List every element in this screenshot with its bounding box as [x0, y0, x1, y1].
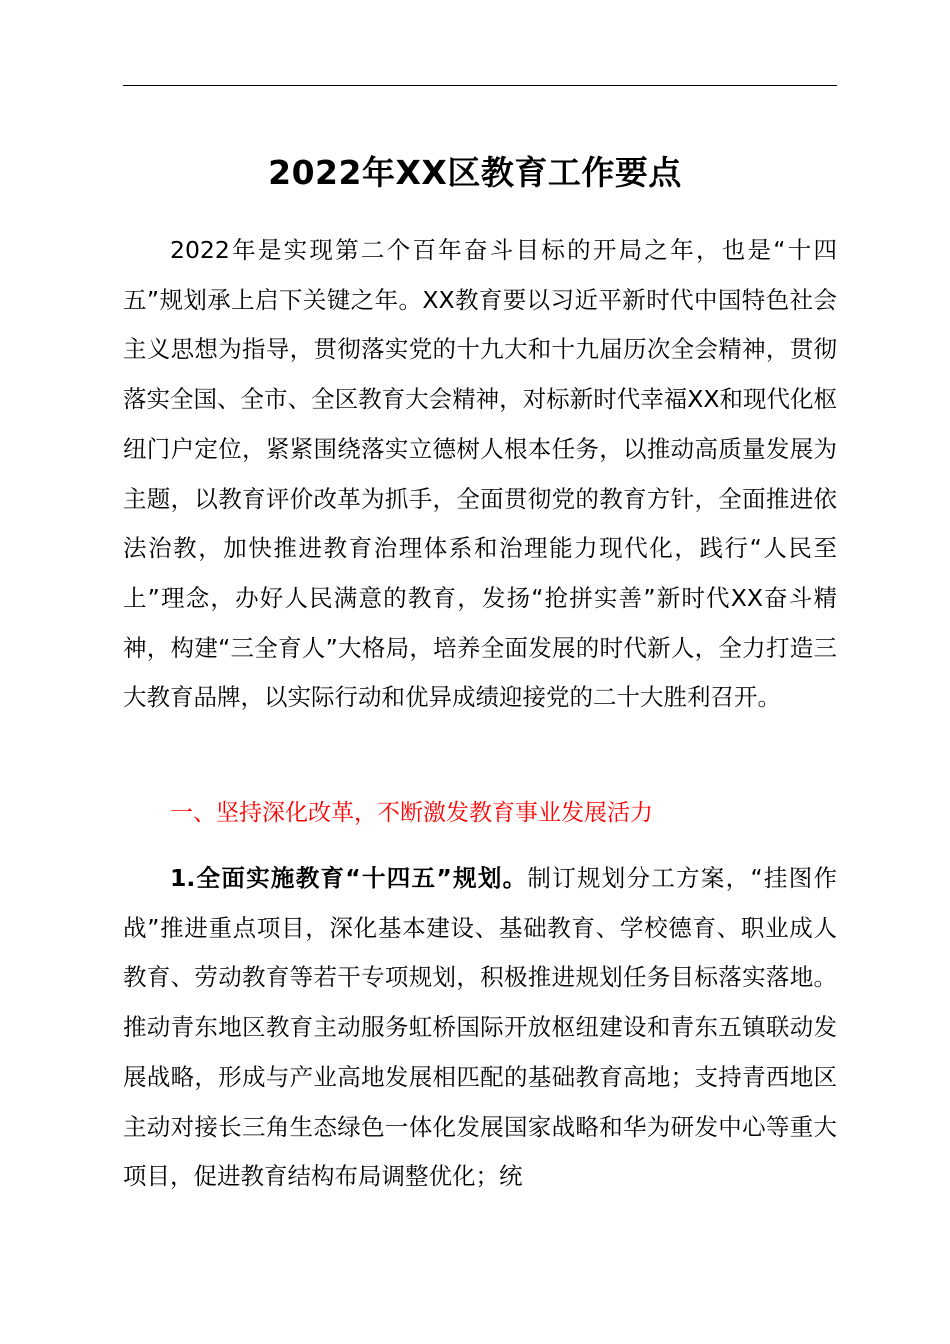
intro-paragraph: 2022年是实现第二个百年奋斗目标的开局之年，也是“十四五”规划承上启下关键之年。XX教育要以习近平新时代中国特色社会主义思想为指导，贯彻落实党的十九大和十九届历次全会精神，贯彻落实全国、全市、全区教育大会精神，对标新时代幸福XX和现代化枢纽门户定位，紧紧围绕落实立德树人根本任务，以推动高质量发展为主题，以教育评价改革为抓手，全面贯彻党的教育方针，全面推进依法治教，加快推进教育治理体系和治理能力现代化，践行“人民至上”理念，办好人民满意的教育，发扬“抢拼实善”新时代XX奋斗精神，构建“三全育人”大格局，培养全面发展的时代新人，全力打造三大教育品牌，以实际行动和优异成绩迎接党的二十大胜利召开。: [123, 236, 837, 712]
section-heading-1: 一、坚持深化改革，不断激发教育事业发展活力: [170, 800, 653, 826]
document-title: 2022年XX区教育工作要点: [268, 153, 682, 192]
item-1-lead: 1.全面实施教育“十四五”规划。: [170, 864, 528, 892]
header-rule: [123, 85, 837, 86]
item-1-paragraph: [123, 854, 837, 1202]
item-1-body: 制订规划分工方案，“挂图作战”推进重点项目，深化基本建设、基础教育、学校德育、职业成人教育、劳动教育等若干专项规划，积极推进规划任务目标落实落地。推动青东地区教育主动服务虹桥国际开放枢纽建设和青东五镇联动发展战略，形成与产业高地发展相匹配的基础教育高地；支持青西地区主动对接长三角生态绿色一体化发展国家战略和华为研发中心等重大项目，促进教育结构布局调整优化；统: [123, 864, 837, 1191]
